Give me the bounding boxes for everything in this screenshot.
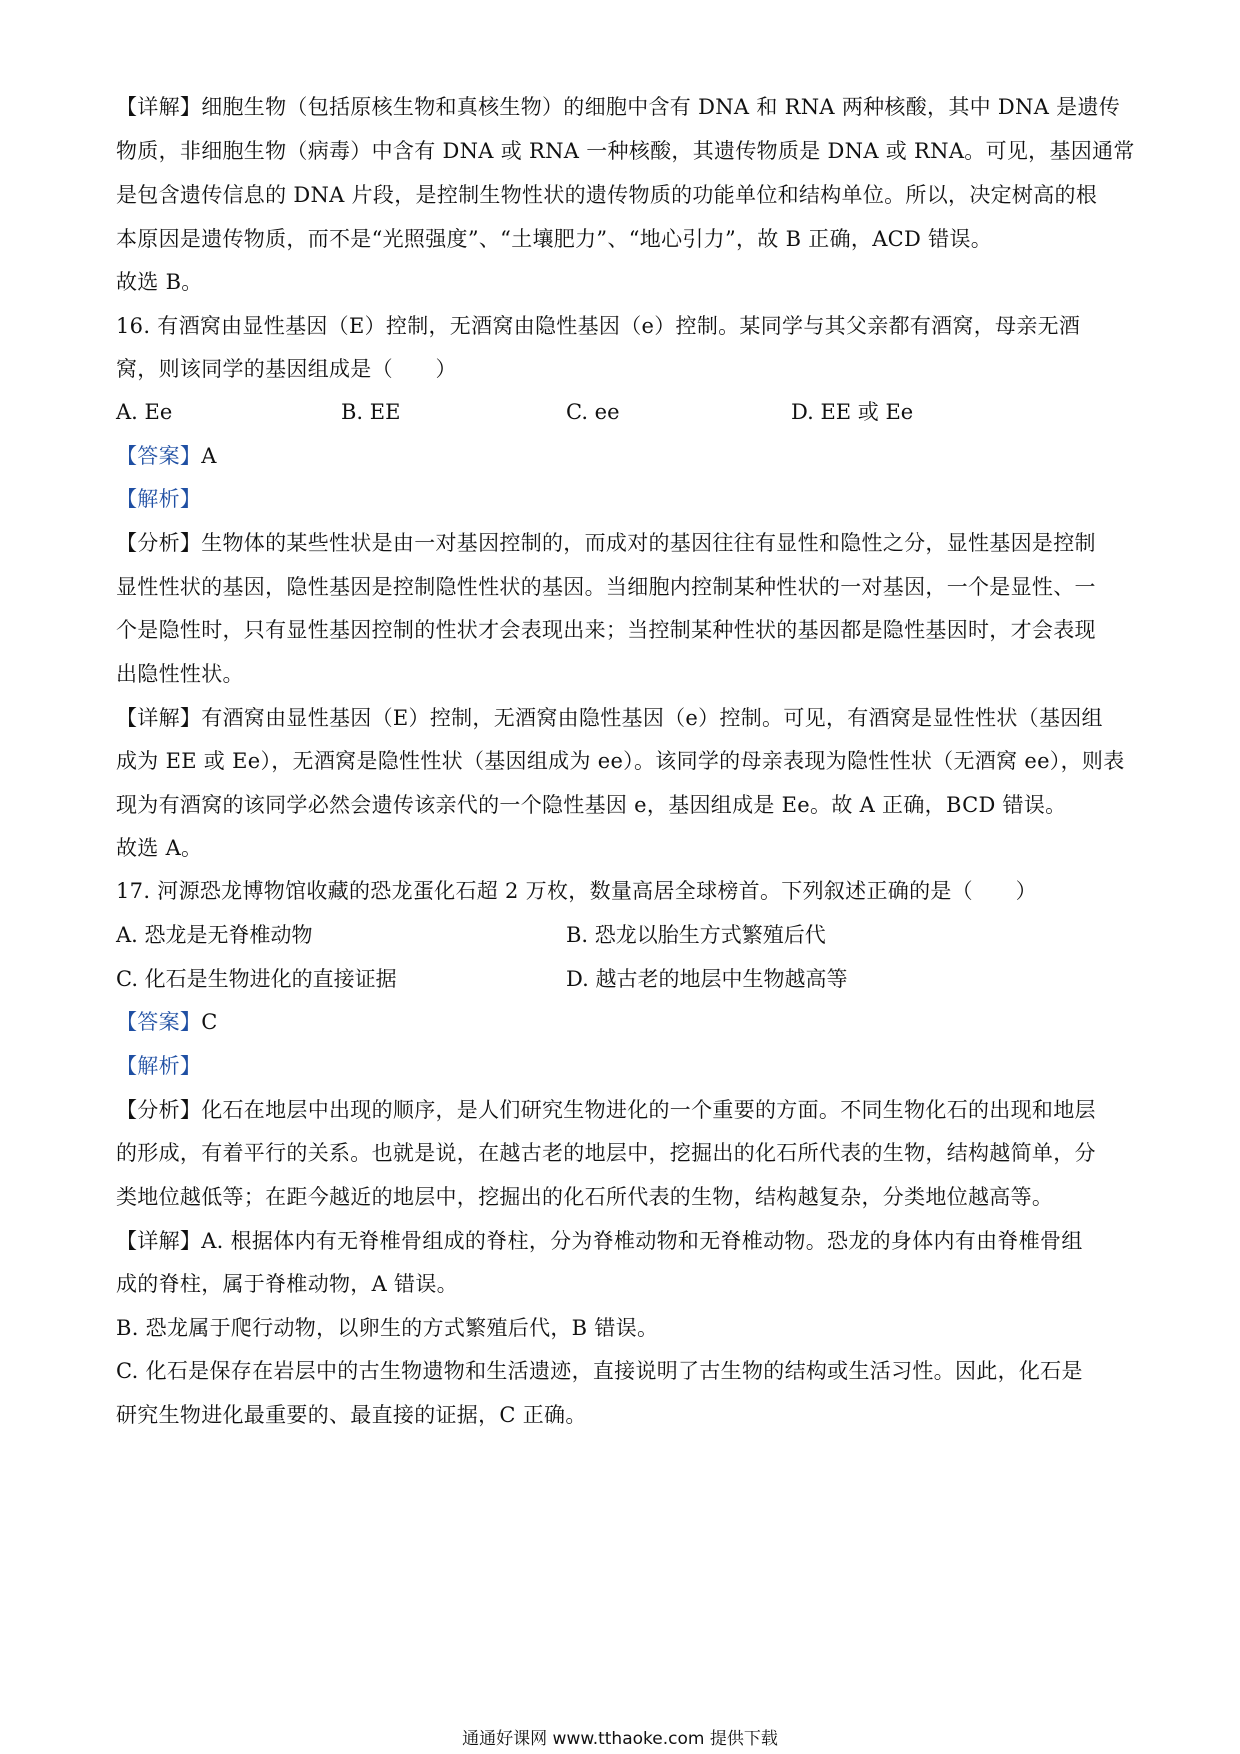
- q17-stem: 17. 河源恐龙博物馆收藏的恐龙蛋化石超 2 万枚，数量高居全球榜首。下列叙述正确的是（ ）: [116, 879, 1037, 903]
- q17-analysis-label: 【解析】: [116, 1054, 202, 1078]
- q16-stem-line-1: 16. 有酒窝由显性基因（E）控制，无酒窝由隐性基因（e）控制。某同学与其父亲都有酒窝，母亲无酒: [116, 314, 1081, 338]
- q15-conclusion: 故选 B。: [116, 270, 203, 294]
- fenxi-label: 【分析】: [116, 531, 202, 555]
- q16-detail-line-1: 【详解】有酒窝由显性基因（E）控制，无酒窝由隐性基因（e）控制。可见，有酒窝是显性性状（基因组: [116, 706, 1103, 730]
- answer-value: A: [201, 444, 217, 468]
- q16-fenxi-line-4: 出隐性性状。: [116, 662, 244, 686]
- q17-detail-line-1: 【详解】A. 根据体内有无脊椎骨组成的脊柱，分为脊椎动物和无脊椎动物。恐龙的身体内有由脊椎骨组: [116, 1229, 1083, 1253]
- q15-detail-line-4: 本原因是遗传物质，而不是“光照强度”、“土壤肥力”、“地心引力”，故 B 正确，ACD 错误。: [116, 227, 993, 251]
- q15-detail-line-3: 是包含遗传信息的 DNA 片段，是控制生物性状的遗传物质的功能单位和结构单位。所以，决定树高的根: [116, 183, 1098, 207]
- q16-option-a: A. Ee: [116, 400, 173, 424]
- q16-detail-line-3: 现为有酒窝的该同学必然会遗传该亲代的一个隐性基因 e，基因组成是 Ee。故 A 正确，BCD 错误。: [116, 793, 1067, 817]
- q16-fenxi-line-1: 【分析】生物体的某些性状是由一对基因控制的，而成对的基因往往有显性和隐性之分，显性基因是控制: [116, 531, 1096, 555]
- q15-detail-line-2: 物质，非细胞生物（病毒）中含有 DNA 或 RNA 一种核酸，其遗传物质是 DNA 或 RNA。可见，基因通常: [116, 139, 1135, 163]
- q16-fenxi-line-2: 显性性状的基因，隐性基因是控制隐性性状的基因。当细胞内控制某种性状的一对基因，一个是显性、一: [116, 575, 1096, 599]
- q17-fenxi-line-1: 【分析】化石在地层中出现的顺序，是人们研究生物进化的一个重要的方面。不同生物化石的出现和地层: [116, 1098, 1096, 1122]
- q16-detail-line-2: 成为 EE 或 Ee），无酒窝是隐性性状（基因组成为 ee）。该同学的母亲表现为隐性性状（无酒窝 ee），则表: [116, 749, 1125, 773]
- q16-option-d: D. EE 或 Ee: [791, 400, 914, 424]
- answer-value: C: [201, 1010, 218, 1034]
- q17-detail-line-2: 成的脊柱，属于脊椎动物，A 错误。: [116, 1272, 458, 1296]
- detail-label: 【详解】: [116, 95, 202, 119]
- q17-option-a: A. 恐龙是无脊椎动物: [116, 923, 313, 947]
- q17-option-c: C. 化石是生物进化的直接证据: [116, 967, 397, 991]
- answer-label: 【答案】: [116, 444, 202, 468]
- q16-conclusion: 故选 A。: [116, 836, 203, 860]
- q17-detail-c-line-2: 研究生物进化最重要的、最直接的证据，C 正确。: [116, 1403, 587, 1427]
- fenxi-label: 【分析】: [116, 1098, 202, 1122]
- q17-detail-b: B. 恐龙属于爬行动物，以卵生的方式繁殖后代，B 错误。: [116, 1316, 659, 1340]
- q17-detail-c-line-1: C. 化石是保存在岩层中的古生物遗物和生活遗迹，直接说明了古生物的结构或生活习性。因此，化石是: [116, 1359, 1083, 1383]
- detail-label: 【详解】: [116, 1229, 202, 1253]
- q17-fenxi-line-2: 的形成，有着平行的关系。也就是说，在越古老的地层中，挖掘出的化石所代表的生物，结构越简单，分: [116, 1141, 1096, 1165]
- q16-option-b: B. EE: [341, 400, 401, 424]
- page-footer: 通通好课网 www.tthaoke.com 提供下载: [462, 1729, 778, 1749]
- detail-label: 【详解】: [116, 706, 202, 730]
- q17-option-d: D. 越古老的地层中生物越高等: [566, 967, 848, 991]
- answer-label: 【答案】: [116, 1010, 202, 1034]
- q17-fenxi-line-3: 类地位越低等；在距今越近的地层中，挖掘出的化石所代表的生物，结构越复杂，分类地位越高等。: [116, 1185, 1054, 1209]
- q17-option-b: B. 恐龙以胎生方式繁殖后代: [566, 923, 826, 947]
- q16-stem-line-2: 窝，则该同学的基因组成是（ ）: [116, 357, 457, 381]
- q17-answer: [116, 1007, 218, 1037]
- q16-analysis-label: 【解析】: [116, 487, 202, 511]
- q16-fenxi-line-3: 个是隐性时，只有显性基因控制的性状才会表现出来；当控制某种性状的基因都是隐性基因时，才会表现: [116, 618, 1096, 642]
- q16-option-c: C. ee: [566, 400, 620, 424]
- q15-detail-line-1: 【详解】细胞生物（包括原核生物和真核生物）的细胞中含有 DNA 和 RNA 两种核酸，其中 DNA 是遗传: [116, 95, 1121, 119]
- q16-answer: [116, 441, 217, 471]
